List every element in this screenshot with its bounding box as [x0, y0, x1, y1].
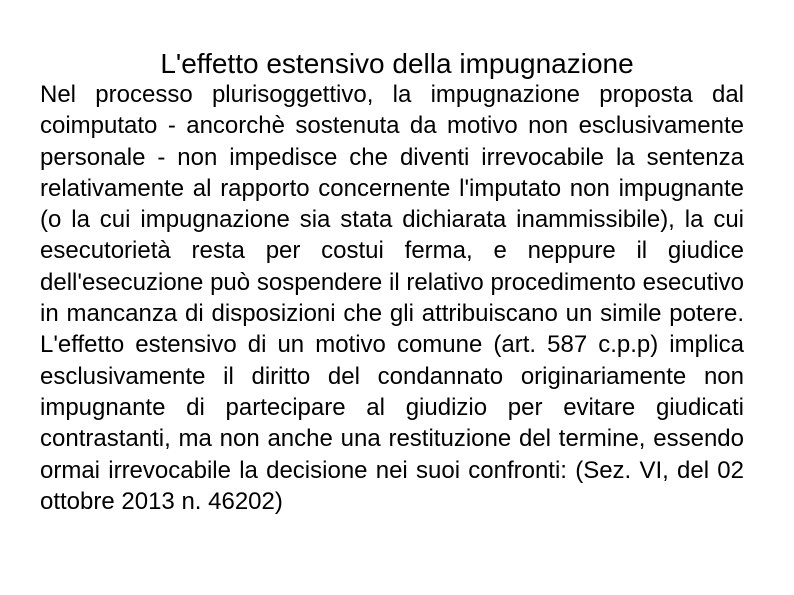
slide-body-text: Nel processo plurisoggettivo, la impugnazione proposta dal coimputato - ancorchè sostenuta da motivo non esclusivamente personale - non impedisce che diventi irrevocabile la sentenza relativamente al rapporto concernente l'imputato non impugnante (o la cui impugnazione sia stata dichiarata inammissibile), la cui esecutorietà resta per costui ferma, e neppure il giudice dell'esecuzione può sospendere il relativo procedimento esecutivo in mancanza di disposizioni che gli attribuiscano un simile potere. L'effetto estensivo di un motivo comune (art. 587 c.p.p) implica esclusivamente il diritto del condannato originariamente non impugnante di partecipare al giudizio per evitare giudicati contrastanti, ma non anche una restituzione del termine, essendo ormai irrevocabile la decisione nei suoi confronti: (Sez. VI, del 02 ottobre 2013 n. 46202) — [40, 81, 744, 515]
slide-title: L'effetto estensivo della impugnazione — [160, 48, 634, 79]
